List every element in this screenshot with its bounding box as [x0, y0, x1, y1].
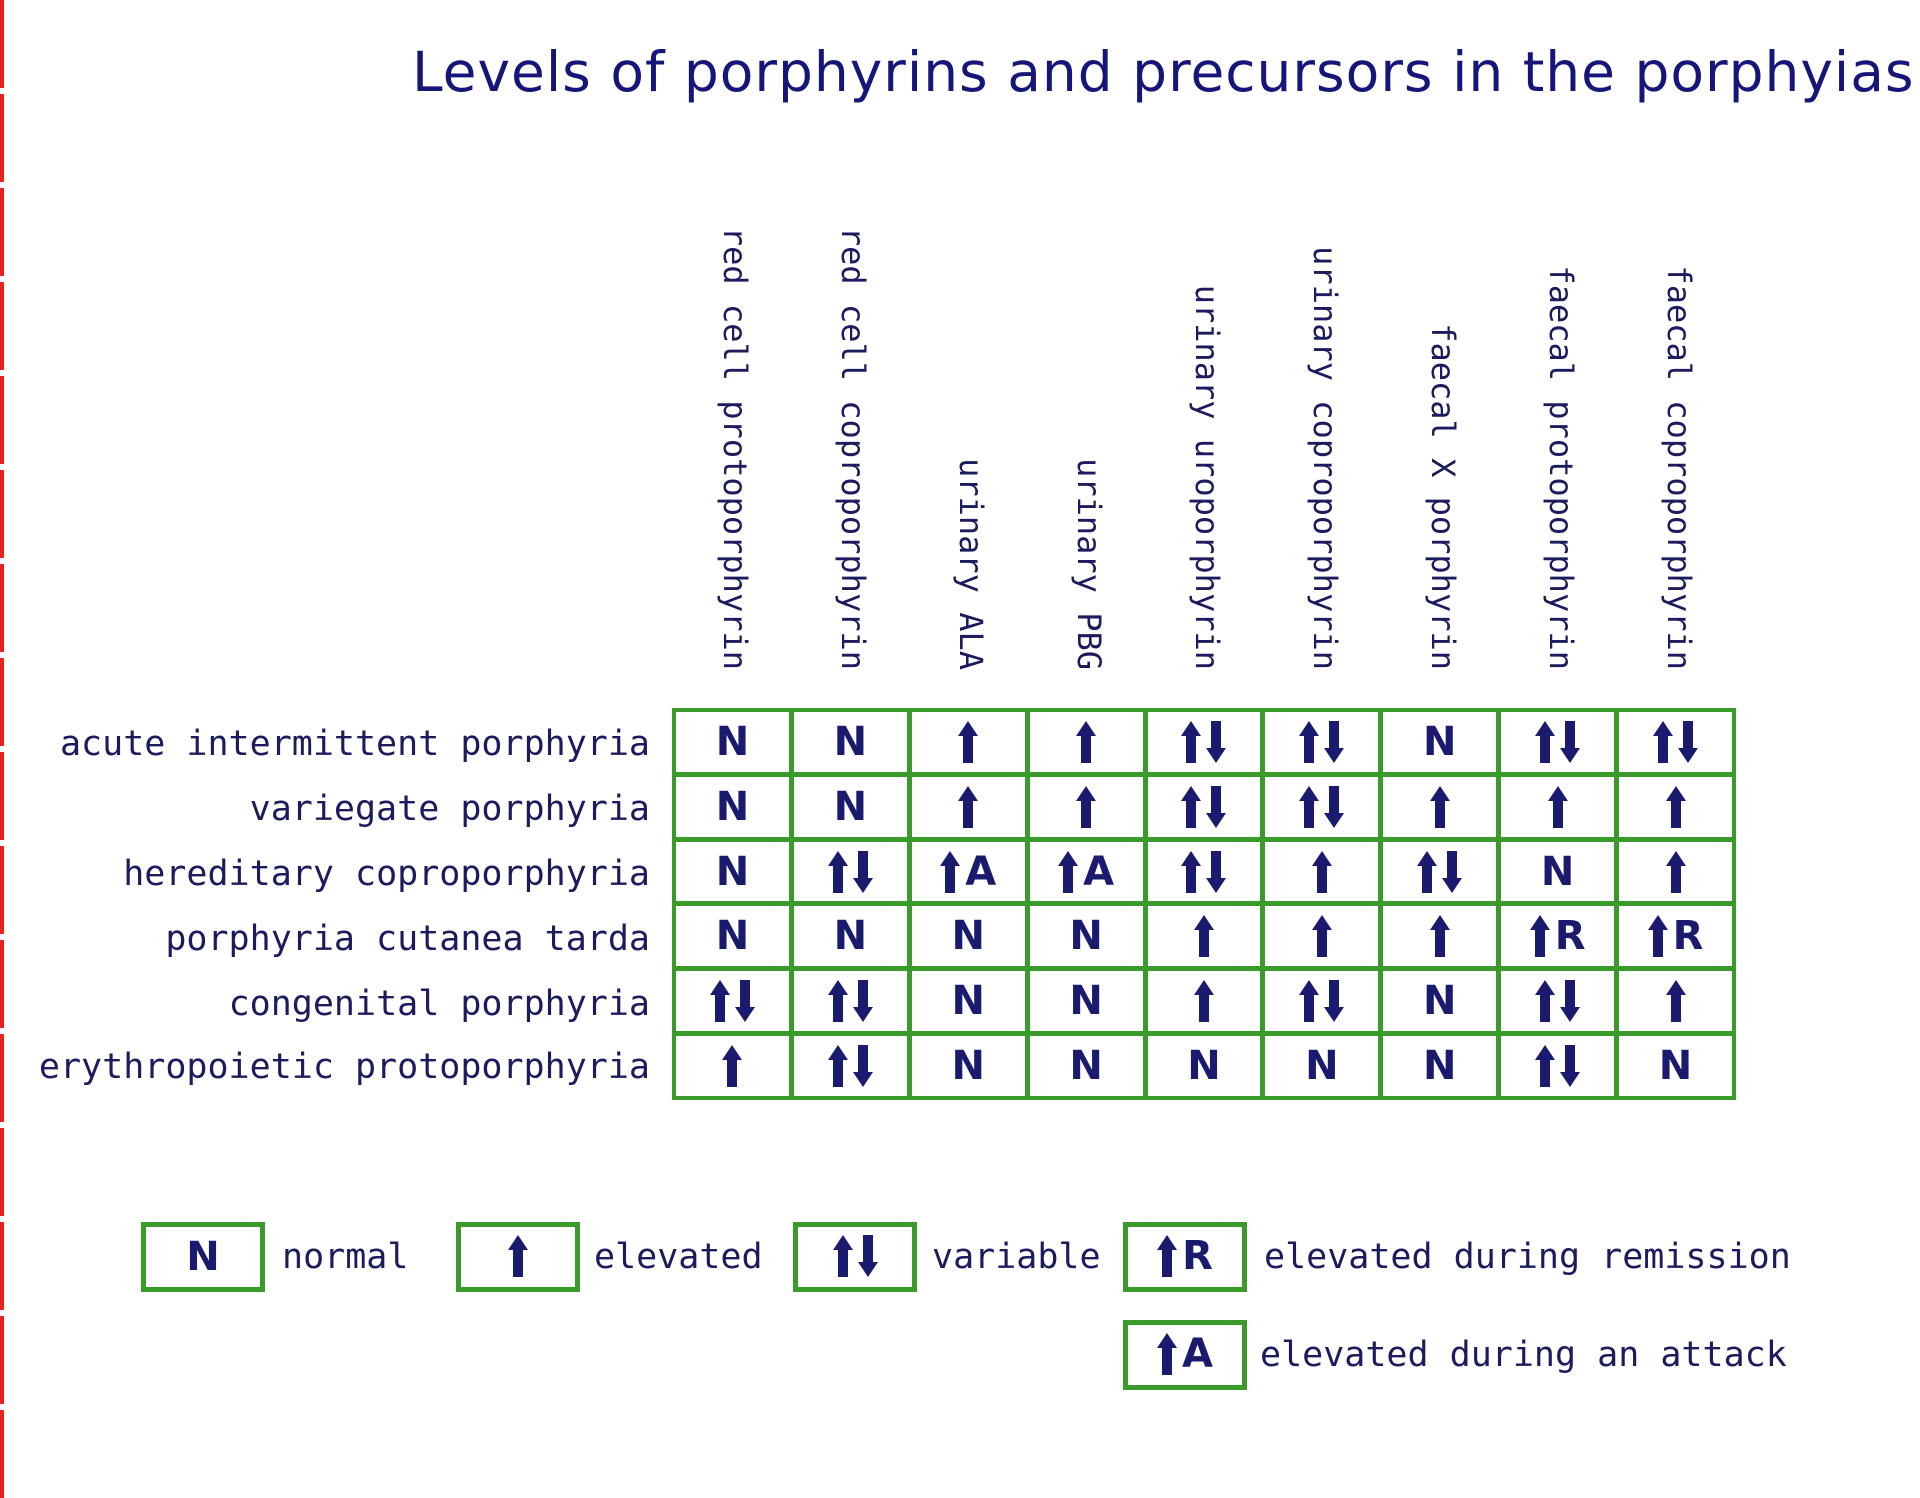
table-cell [1619, 1036, 1732, 1096]
table-cell [794, 842, 907, 902]
column-header-label: urinary coproporphyrin [1306, 246, 1344, 670]
level-symbol [508, 1234, 528, 1278]
level-symbol [1312, 850, 1332, 894]
symbol-letter: N [1069, 978, 1103, 1025]
left-edge-stripe [0, 0, 4, 1498]
legend-box-normal [141, 1222, 265, 1292]
arrow-down-icon [1560, 980, 1580, 1022]
table-cell [912, 712, 1025, 772]
table-cell [1619, 971, 1732, 1031]
table-cell [794, 971, 907, 1031]
table-cell [1148, 842, 1261, 902]
arrow-up-icon [1299, 980, 1319, 1022]
table-cell [1148, 777, 1261, 837]
porphyria-level-grid [672, 708, 1736, 1100]
level-symbol [722, 1044, 742, 1088]
symbol-letter: N [833, 783, 868, 830]
symbol-letter: N [951, 1043, 985, 1090]
table-cell [676, 906, 789, 966]
row-label: porphyria cutanea tarda [165, 919, 650, 959]
arrow-down-icon [1442, 851, 1462, 893]
arrow-up-icon [1666, 786, 1686, 828]
arrow-up-icon [1299, 721, 1319, 763]
column-header [1620, 210, 1738, 670]
legend-box-elevated-remission [1123, 1222, 1247, 1292]
level-symbol [1299, 979, 1344, 1023]
column-header-label: faecal coproporphyrin [1660, 265, 1698, 670]
legend-box-variable [793, 1222, 917, 1292]
table-cell [1265, 712, 1378, 772]
level-symbol [951, 979, 984, 1023]
symbol-letter: N [1540, 848, 1575, 895]
level-symbol [951, 914, 984, 958]
level-symbol [1076, 720, 1096, 764]
level-symbol [1535, 1044, 1580, 1088]
arrow-down-icon [735, 980, 755, 1022]
table-cell [1383, 1036, 1496, 1096]
arrow-up-icon [828, 980, 848, 1022]
arrow-up-icon [1666, 851, 1686, 893]
arrow-up-icon [1076, 721, 1096, 763]
table-cell [1148, 906, 1261, 966]
legend-label-elevated-remission: elevated during remission [1264, 1237, 1791, 1277]
level-symbol [834, 785, 867, 829]
column-header [1266, 210, 1384, 670]
level-symbol [1194, 914, 1214, 958]
symbol-letter: N [833, 718, 868, 765]
arrow-up-icon [1548, 786, 1568, 828]
arrow-up-icon [1194, 980, 1214, 1022]
level-symbol [1423, 1044, 1456, 1088]
table-cell [1619, 906, 1732, 966]
table-cell [1148, 971, 1261, 1031]
arrow-up-icon [1076, 786, 1096, 828]
column-header [1148, 210, 1266, 670]
symbol-letter: N [1423, 978, 1457, 1025]
table-cell [1383, 777, 1496, 837]
symbol-letter: N [1305, 1043, 1339, 1090]
arrow-down-icon [1324, 786, 1344, 828]
table-cell [1383, 712, 1496, 772]
arrow-up-icon [1648, 915, 1668, 957]
table-cell [1501, 842, 1614, 902]
level-symbol [1430, 914, 1450, 958]
level-symbol [716, 850, 749, 894]
table-cell [676, 777, 789, 837]
table-cell [794, 906, 907, 966]
table-cell [1501, 971, 1614, 1031]
arrow-down-icon [1324, 980, 1344, 1022]
table-cell [1030, 712, 1143, 772]
level-symbol [1069, 914, 1102, 958]
table-cell [1265, 971, 1378, 1031]
symbol-letter: R [1672, 913, 1704, 960]
table-cell [1619, 712, 1732, 772]
level-symbol [1069, 979, 1102, 1023]
table-cell [794, 777, 907, 837]
table-cell [1619, 842, 1732, 902]
table-cell [1619, 777, 1732, 837]
table-cell [1383, 906, 1496, 966]
arrow-up-icon [722, 1045, 742, 1087]
level-symbol [1535, 979, 1580, 1023]
arrow-up-icon [828, 1045, 848, 1087]
arrow-down-icon [853, 980, 873, 1022]
table-cell [912, 777, 1025, 837]
level-symbol [1299, 720, 1344, 764]
column-header [912, 210, 1030, 670]
column-header-label: urinary uroporphyrin [1188, 284, 1226, 670]
arrow-up-icon [1181, 851, 1201, 893]
level-symbol [710, 979, 755, 1023]
arrow-down-icon [858, 1235, 878, 1277]
level-symbol [716, 914, 749, 958]
symbol-letter: R [1182, 1232, 1213, 1279]
column-header-label: red cell protoporphyrin [716, 226, 754, 670]
level-symbol [1648, 914, 1704, 958]
column-header [1384, 210, 1502, 670]
table-cell [676, 971, 789, 1031]
table-cell [1030, 906, 1143, 966]
table-cell [1383, 842, 1496, 902]
column-header [676, 210, 794, 670]
arrow-down-icon [1560, 721, 1580, 763]
table-cell [1265, 842, 1378, 902]
row-label: hereditary coproporphyria [123, 854, 650, 894]
legend-label-variable: variable [932, 1237, 1101, 1277]
level-symbol [1417, 850, 1462, 894]
table-cell [1030, 1036, 1143, 1096]
level-symbol [716, 785, 749, 829]
level-symbol [1666, 979, 1686, 1023]
table-cell [912, 906, 1025, 966]
arrow-up-icon [1157, 1235, 1177, 1277]
column-header-label: urinary ALA [952, 458, 990, 670]
level-symbol [1076, 785, 1096, 829]
table-cell [1030, 842, 1143, 902]
arrow-down-icon [1206, 851, 1226, 893]
arrow-down-icon [1560, 1045, 1580, 1087]
level-symbol [1299, 785, 1344, 829]
level-symbol [1666, 785, 1686, 829]
column-header-label: urinary PBG [1070, 458, 1108, 670]
arrow-up-icon [1530, 915, 1550, 957]
arrow-up-icon [1181, 721, 1201, 763]
table-cell [912, 842, 1025, 902]
arrow-up-icon [828, 851, 848, 893]
table-cell [1148, 712, 1261, 772]
arrow-up-icon [958, 721, 978, 763]
table-cell [912, 1036, 1025, 1096]
symbol-letter: N [715, 718, 750, 765]
table-cell [912, 971, 1025, 1031]
symbol-letter: N [1658, 1043, 1693, 1090]
page-title: Levels of porphyrins and precursors in the porphyias [412, 40, 1915, 104]
arrow-up-icon [1653, 721, 1673, 763]
level-symbol [828, 1044, 873, 1088]
level-symbol [828, 979, 873, 1023]
table-cell [794, 712, 907, 772]
arrow-up-icon [1194, 915, 1214, 957]
symbol-letter: N [186, 1234, 220, 1280]
column-header [794, 210, 912, 670]
level-symbol [1430, 785, 1450, 829]
level-symbol [1181, 850, 1226, 894]
row-label: erythropoietic protoporphyria [38, 1047, 650, 1087]
arrow-up-icon [958, 786, 978, 828]
symbol-letter: N [715, 848, 750, 895]
arrow-up-icon [1535, 721, 1555, 763]
symbol-letter: N [951, 913, 985, 960]
level-symbol [833, 1234, 878, 1278]
table-cell [1383, 971, 1496, 1031]
level-symbol [958, 785, 978, 829]
level-symbol [1181, 785, 1226, 829]
level-symbol [1058, 850, 1114, 894]
table-cell [794, 1036, 907, 1096]
symbol-letter: A [1182, 1330, 1213, 1377]
level-symbol [1548, 785, 1568, 829]
symbol-letter: N [1423, 718, 1457, 765]
level-symbol [958, 720, 978, 764]
level-symbol [1423, 979, 1456, 1023]
table-cell [1148, 1036, 1261, 1096]
symbol-letter: R [1554, 913, 1586, 960]
legend-label-elevated-attack: elevated during an attack [1260, 1335, 1787, 1375]
arrow-up-icon [833, 1235, 853, 1277]
level-symbol [1666, 850, 1686, 894]
arrow-up-icon [1417, 851, 1437, 893]
level-symbol [1653, 720, 1698, 764]
level-symbol [186, 1235, 219, 1279]
legend-label-normal: normal [282, 1237, 409, 1277]
symbol-letter: N [1423, 1043, 1457, 1090]
level-symbol [716, 720, 749, 764]
legend-label-elevated: elevated [594, 1237, 763, 1277]
level-symbol [1194, 979, 1214, 1023]
symbol-letter: N [715, 913, 750, 960]
column-header [1502, 210, 1620, 670]
arrow-up-icon [1430, 786, 1450, 828]
symbol-letter: N [833, 913, 868, 960]
level-symbol [1535, 720, 1580, 764]
column-header [1030, 210, 1148, 670]
arrow-up-icon [1535, 1045, 1555, 1087]
table-cell [1265, 1036, 1378, 1096]
row-label: congenital porphyria [228, 984, 650, 1024]
arrow-down-icon [1206, 721, 1226, 763]
arrow-up-icon [1312, 915, 1332, 957]
level-symbol [1659, 1044, 1692, 1088]
legend-box-elevated-attack [1123, 1320, 1247, 1390]
level-symbol [834, 720, 867, 764]
level-symbol [828, 850, 873, 894]
symbol-letter: A [965, 848, 997, 895]
table-cell [676, 712, 789, 772]
table-cell [676, 842, 789, 902]
table-cell [1501, 906, 1614, 966]
level-symbol [1541, 850, 1574, 894]
level-symbol [1187, 1044, 1220, 1088]
level-symbol [1069, 1044, 1102, 1088]
arrow-up-icon [1058, 851, 1078, 893]
table-cell [1265, 906, 1378, 966]
arrow-up-icon [1666, 980, 1686, 1022]
table-cell [676, 1036, 789, 1096]
level-symbol [1181, 720, 1226, 764]
level-symbol [1157, 1234, 1213, 1278]
symbol-letter: N [1069, 913, 1103, 960]
arrow-up-icon [710, 980, 730, 1022]
symbol-letter: N [1069, 1043, 1103, 1090]
symbol-letter: N [951, 978, 985, 1025]
table-cell [1030, 971, 1143, 1031]
arrow-up-icon [940, 851, 960, 893]
level-symbol [951, 1044, 984, 1088]
row-label: acute intermittent porphyria [59, 724, 650, 764]
arrow-up-icon [1299, 786, 1319, 828]
table-cell [1030, 777, 1143, 837]
legend-box-elevated [456, 1222, 580, 1292]
level-symbol [1157, 1332, 1213, 1376]
table-cell [1501, 777, 1614, 837]
arrow-down-icon [853, 851, 873, 893]
arrow-up-icon [1535, 980, 1555, 1022]
table-cell [1265, 777, 1378, 837]
row-label: variegate porphyria [249, 789, 650, 829]
arrow-down-icon [1678, 721, 1698, 763]
column-header-label: red cell coproporphyrin [834, 226, 872, 670]
symbol-letter: A [1083, 848, 1115, 895]
column-header-label: faecal protoporphyrin [1542, 265, 1580, 670]
arrow-up-icon [508, 1235, 528, 1277]
level-symbol [1305, 1044, 1338, 1088]
arrow-up-icon [1157, 1333, 1177, 1375]
arrow-up-icon [1312, 851, 1332, 893]
table-cell [1501, 1036, 1614, 1096]
level-symbol [1423, 720, 1456, 764]
arrow-up-icon [1181, 786, 1201, 828]
level-symbol [834, 914, 867, 958]
arrow-down-icon [1206, 786, 1226, 828]
level-symbol [1530, 914, 1586, 958]
symbol-letter: N [715, 783, 750, 830]
level-symbol [940, 850, 996, 894]
column-header-label: faecal X porphyrin [1424, 323, 1462, 670]
arrow-down-icon [853, 1045, 873, 1087]
table-cell [1501, 712, 1614, 772]
symbol-letter: N [1187, 1043, 1221, 1090]
arrow-down-icon [1324, 721, 1344, 763]
arrow-up-icon [1430, 915, 1450, 957]
level-symbol [1312, 914, 1332, 958]
